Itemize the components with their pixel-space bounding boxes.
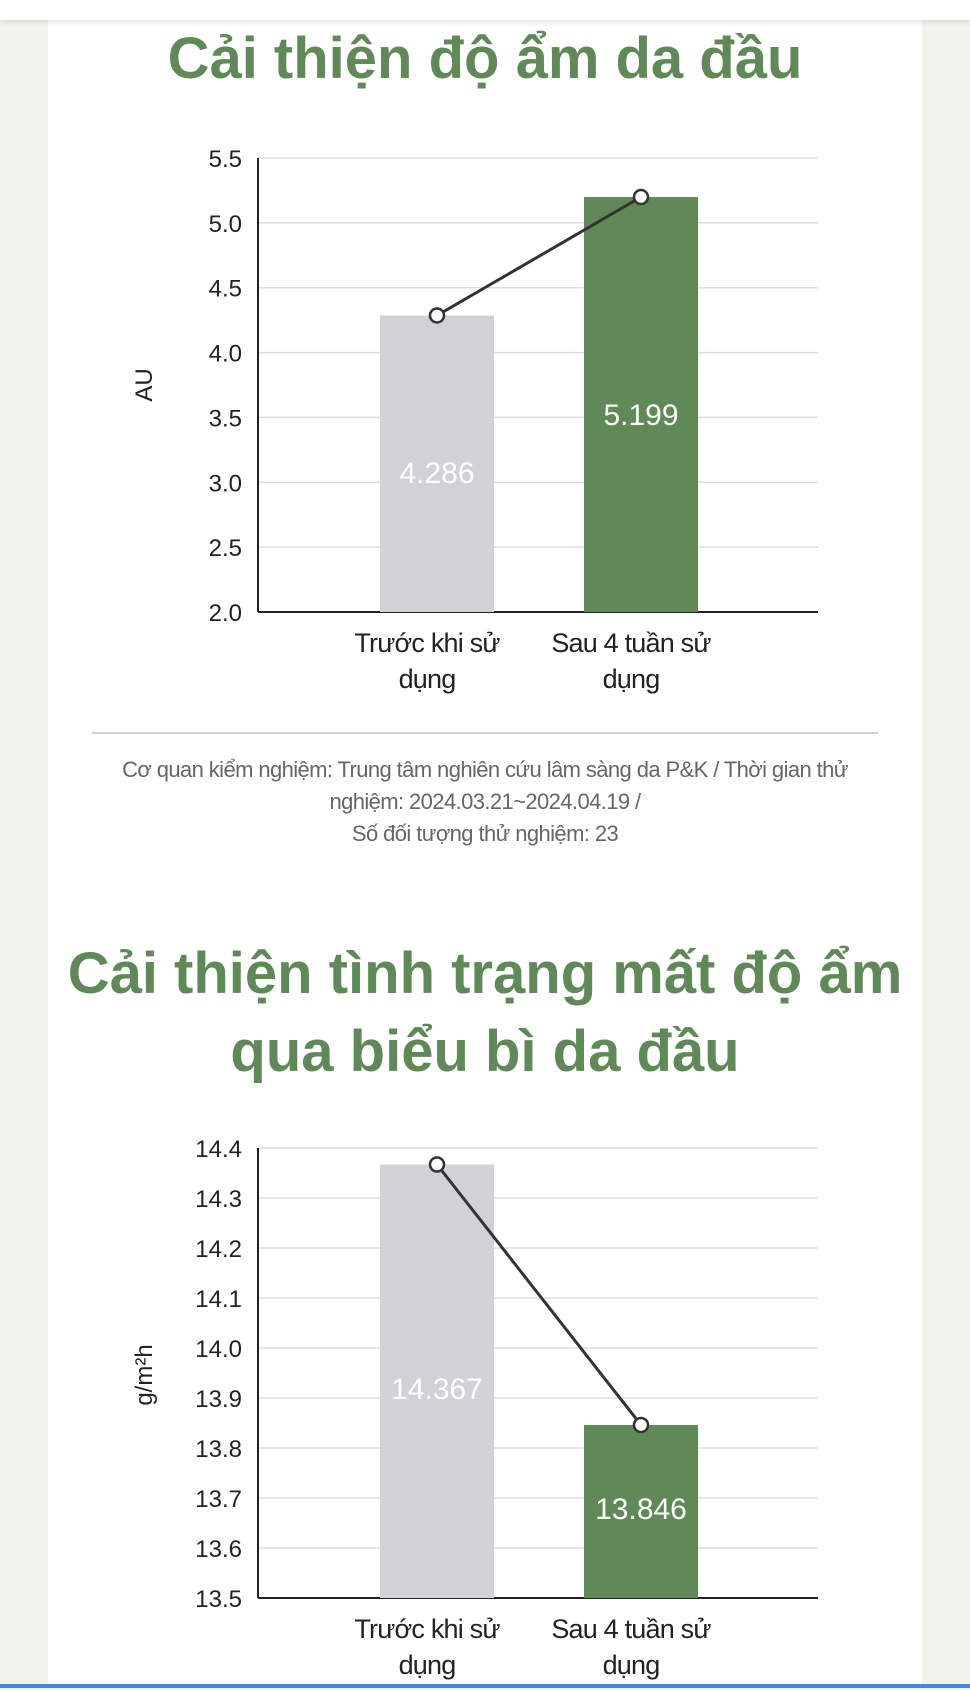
- y-axis-label: AU: [131, 368, 158, 402]
- x-category-label: dụng: [602, 664, 660, 694]
- trend-marker: [430, 308, 444, 322]
- trend-marker: [634, 1418, 648, 1432]
- test-info-line1: Cơ quan kiểm nghiệm: Trung tâm nghiên cứu lâm sàng da P&K / Thời gian thử: [122, 757, 848, 782]
- chart2-title: [0, 935, 970, 1091]
- x-category-label: Trước khi sử: [354, 628, 500, 658]
- top-bar: [0, 0, 970, 20]
- bar-value-label: 14.367: [391, 1373, 483, 1406]
- chart1-title: [0, 20, 970, 98]
- test-info-line2: nghiệm: 2024.03.21~2024.04.19 /: [329, 789, 641, 814]
- y-tick-label: 14.1: [195, 1286, 242, 1313]
- y-tick-label: 4.0: [208, 340, 242, 368]
- tewl-chart: [0, 1130, 970, 1690]
- y-tick-label: 4.5: [208, 275, 242, 303]
- x-category-label: dụng: [398, 664, 456, 694]
- trend-marker: [634, 190, 648, 204]
- y-tick-label: 5.5: [208, 146, 242, 173]
- bar-value-label: 5.199: [603, 399, 679, 432]
- moisture-chart: [0, 140, 970, 720]
- x-category-label: dụng: [398, 1650, 456, 1680]
- y-tick-label: 3.0: [208, 470, 242, 498]
- x-category-label: Trước khi sử: [354, 1614, 500, 1644]
- bar-value-label: 13.846: [595, 1493, 687, 1526]
- chart1-title-text: Cải thiện độ ẩm da đầu: [167, 26, 803, 91]
- y-tick-label: 13.6: [195, 1536, 242, 1563]
- y-tick-label: 5.0: [208, 210, 242, 238]
- y-tick-label: 2.5: [208, 535, 242, 563]
- test-info-line3: Số đối tượng thử nghiệm: 23: [351, 821, 619, 846]
- y-tick-label: 14.2: [195, 1236, 242, 1263]
- chart2-title-line1: Cải thiện tình trạng mất độ ẩm: [67, 941, 903, 1006]
- y-tick-label: 14.0: [195, 1336, 242, 1363]
- y-tick-label: 3.5: [208, 405, 242, 433]
- divider: [92, 732, 878, 734]
- chart2-title-line2: qua biểu bì da đầu: [230, 1019, 740, 1084]
- bottom-edge: [0, 1684, 970, 1688]
- x-category-label: dụng: [602, 1650, 660, 1680]
- bar-value-label: 4.286: [399, 457, 475, 490]
- y-tick-label: 2.0: [208, 600, 242, 627]
- x-category-label: Sau 4 tuần sử: [551, 628, 711, 658]
- y-tick-label: 14.3: [195, 1186, 242, 1213]
- y-tick-label: 13.8: [195, 1436, 242, 1463]
- y-tick-label: 13.7: [195, 1486, 242, 1513]
- y-axis-label: g/m²h: [131, 1344, 158, 1406]
- y-tick-label: 14.4: [195, 1136, 242, 1163]
- trend-marker: [430, 1158, 444, 1172]
- y-tick-label: 13.5: [195, 1586, 242, 1613]
- y-tick-label: 13.9: [195, 1386, 242, 1413]
- x-category-label: Sau 4 tuần sử: [551, 1614, 711, 1644]
